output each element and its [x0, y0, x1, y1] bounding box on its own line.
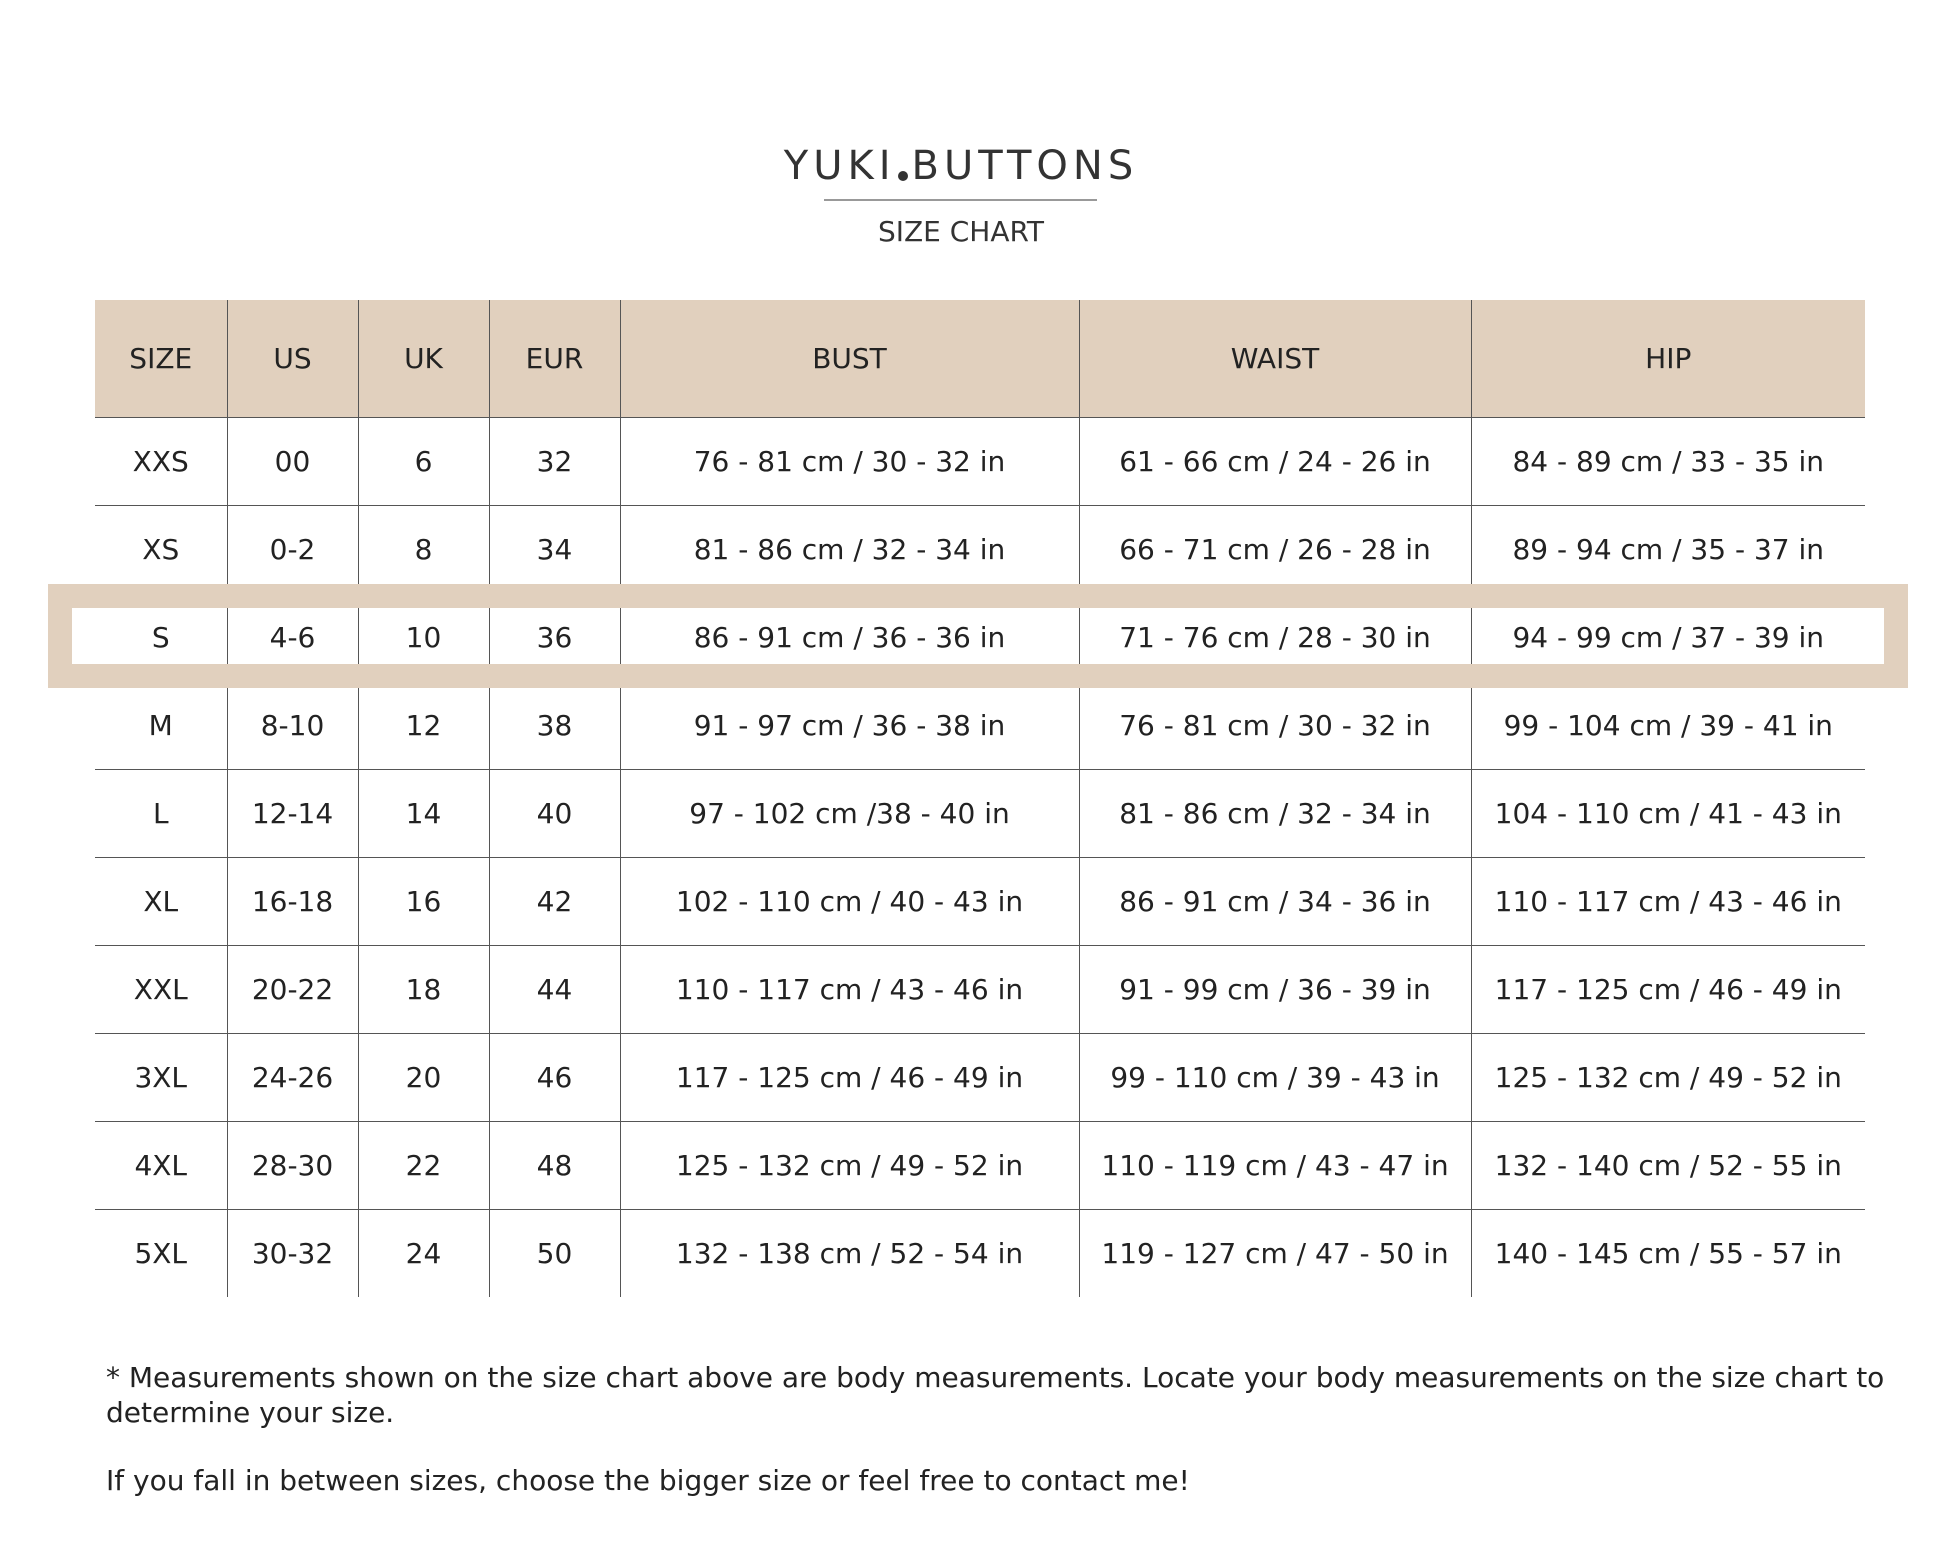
cell-size: L	[95, 770, 227, 858]
cell-eur: 32	[489, 418, 620, 506]
cell-size: 5XL	[134, 1237, 188, 1270]
brand-divider	[824, 199, 1097, 201]
measurements-note: * Measurements shown on the size chart above are body measurements. Locate your body measurements on the size chart to determine your size.	[106, 1361, 1885, 1429]
cell-bust: 97 - 102 cm /38 - 40 in	[620, 770, 1079, 858]
column-header-waist: WAIST	[1079, 300, 1471, 418]
table-header-row	[95, 300, 1865, 418]
column-header-us: US	[227, 300, 358, 418]
cell-hip: 125 - 132 cm / 49 - 52 in	[1471, 1034, 1865, 1122]
cell-uk: 20	[358, 1034, 489, 1122]
table-body	[95, 418, 1865, 1298]
cell-us: 28-30	[227, 1122, 358, 1210]
cell-waist: 86 - 91 cm / 34 - 36 in	[1079, 858, 1471, 946]
cell-hip: 140 - 145 cm / 55 - 57 in	[1471, 1210, 1865, 1298]
cell-size: XXS	[95, 418, 227, 506]
cell-waist: 110 - 119 cm / 43 - 47 in	[1079, 1122, 1471, 1210]
cell-uk: 12	[358, 682, 489, 770]
cell-hip: 84 - 89 cm / 33 - 35 in	[1471, 418, 1865, 506]
cell-eur: 40	[489, 770, 620, 858]
column-header-uk: UK	[358, 300, 489, 418]
cell-bust: 125 - 132 cm / 49 - 52 in	[620, 1122, 1079, 1210]
cell-size: M	[95, 682, 227, 770]
cell-uk: 18	[358, 946, 489, 1034]
cell-hip: 99 - 104 cm / 39 - 41 in	[1471, 682, 1865, 770]
cell-eur: 42	[489, 858, 620, 946]
brand-name-left: YUKI	[783, 143, 896, 189]
cell-eur: 36	[489, 594, 620, 682]
cell-waist: 71 - 76 cm / 28 - 30 in	[1079, 594, 1471, 682]
cell-size: XL	[95, 858, 227, 946]
cell-size: 3XL	[95, 1034, 227, 1122]
cell-waist: 61 - 66 cm / 24 - 26 in	[1079, 418, 1471, 506]
cell-eur: 46	[489, 1034, 620, 1122]
column-header-bust: BUST	[620, 300, 1079, 418]
cell-waist: 99 - 110 cm / 39 - 43 in	[1079, 1034, 1471, 1122]
cell-bust: 81 - 86 cm / 32 - 34 in	[620, 506, 1079, 594]
brand-dot-icon	[898, 171, 908, 181]
cell-uk: 24	[358, 1210, 489, 1298]
cell-hip: 89 - 94 cm / 35 - 37 in	[1471, 506, 1865, 594]
table-row	[95, 946, 1865, 1034]
cell-bust: 132 - 138 cm / 52 - 54 in	[620, 1210, 1079, 1298]
cell-uk: 6	[358, 418, 489, 506]
cell-us: 12-14	[227, 770, 358, 858]
table-row	[95, 770, 1865, 858]
cell-bust: 110 - 117 cm / 43 - 46 in	[620, 946, 1079, 1034]
column-header-size: SIZE	[95, 300, 227, 418]
cell-uk: 16	[358, 858, 489, 946]
cell-uk: 10	[358, 594, 489, 682]
cell-eur: 34	[489, 506, 620, 594]
cell-us: 30-32	[227, 1210, 358, 1298]
cell-waist: 91 - 99 cm / 36 - 39 in	[1079, 946, 1471, 1034]
table-row	[95, 858, 1865, 946]
cell-size: S	[95, 594, 227, 682]
cell-uk: 22	[358, 1122, 489, 1210]
cell-eur: 44	[489, 946, 620, 1034]
cell-hip: 104 - 110 cm / 41 - 43 in	[1471, 770, 1865, 858]
cell-bust: 102 - 110 cm / 40 - 43 in	[620, 858, 1079, 946]
table-row	[95, 682, 1865, 770]
cell-waist: 81 - 86 cm / 32 - 34 in	[1079, 770, 1471, 858]
between-sizes-note: If you fall in between sizes, choose the bigger size or feel free to contact me!	[106, 1464, 1190, 1497]
cell-waist: 76 - 81 cm / 30 - 32 in	[1079, 682, 1471, 770]
page-title: SIZE CHART	[877, 215, 1045, 248]
cell-us: 8-10	[227, 682, 358, 770]
brand-logo	[0, 138, 1922, 194]
cell-bust: 86 - 91 cm / 36 - 36 in	[620, 594, 1079, 682]
size-chart-table-container	[95, 300, 1865, 1297]
cell-eur: 38	[489, 682, 620, 770]
cell-uk: 14	[358, 770, 489, 858]
cell-eur: 48	[489, 1122, 620, 1210]
cell-hip: 94 - 99 cm / 37 - 39 in	[1471, 594, 1865, 682]
table-row	[95, 506, 1865, 594]
cell-bust: 76 - 81 cm / 30 - 32 in	[620, 418, 1079, 506]
column-header-hip: HIP	[1471, 300, 1865, 418]
cell-waist: 119 - 127 cm / 47 - 50 in	[1079, 1210, 1471, 1298]
cell-us: 0-2	[227, 506, 358, 594]
cell-us: 24-26	[227, 1034, 358, 1122]
notes	[106, 1360, 1886, 1498]
cell-us: 20-22	[227, 946, 358, 1034]
cell-us: 00	[227, 418, 358, 506]
brand-name-right: BUTTONS	[911, 143, 1139, 189]
table-row	[95, 594, 1865, 682]
cell-hip: 117 - 125 cm / 46 - 49 in	[1471, 946, 1865, 1034]
cell-size: XS	[95, 506, 227, 594]
table-row	[95, 418, 1865, 506]
cell-waist: 66 - 71 cm / 26 - 28 in	[1079, 506, 1471, 594]
cell-bust: 91 - 97 cm / 36 - 38 in	[620, 682, 1079, 770]
cell-hip: 110 - 117 cm / 43 - 46 in	[1471, 858, 1865, 946]
cell-hip: 132 - 140 cm / 52 - 55 in	[1471, 1122, 1865, 1210]
cell-size: XXL	[95, 946, 227, 1034]
column-header-eur: EUR	[489, 300, 620, 418]
cell-us: 16-18	[227, 858, 358, 946]
cell-us: 4-6	[227, 594, 358, 682]
table-row	[95, 1210, 1865, 1298]
size-chart-table	[95, 300, 1865, 1297]
table-row	[95, 1122, 1865, 1210]
table-row	[95, 1034, 1865, 1122]
cell-bust: 117 - 125 cm / 46 - 49 in	[620, 1034, 1079, 1122]
cell-uk: 8	[358, 506, 489, 594]
cell-size: 4XL	[95, 1122, 227, 1210]
cell-eur: 50	[489, 1210, 620, 1298]
